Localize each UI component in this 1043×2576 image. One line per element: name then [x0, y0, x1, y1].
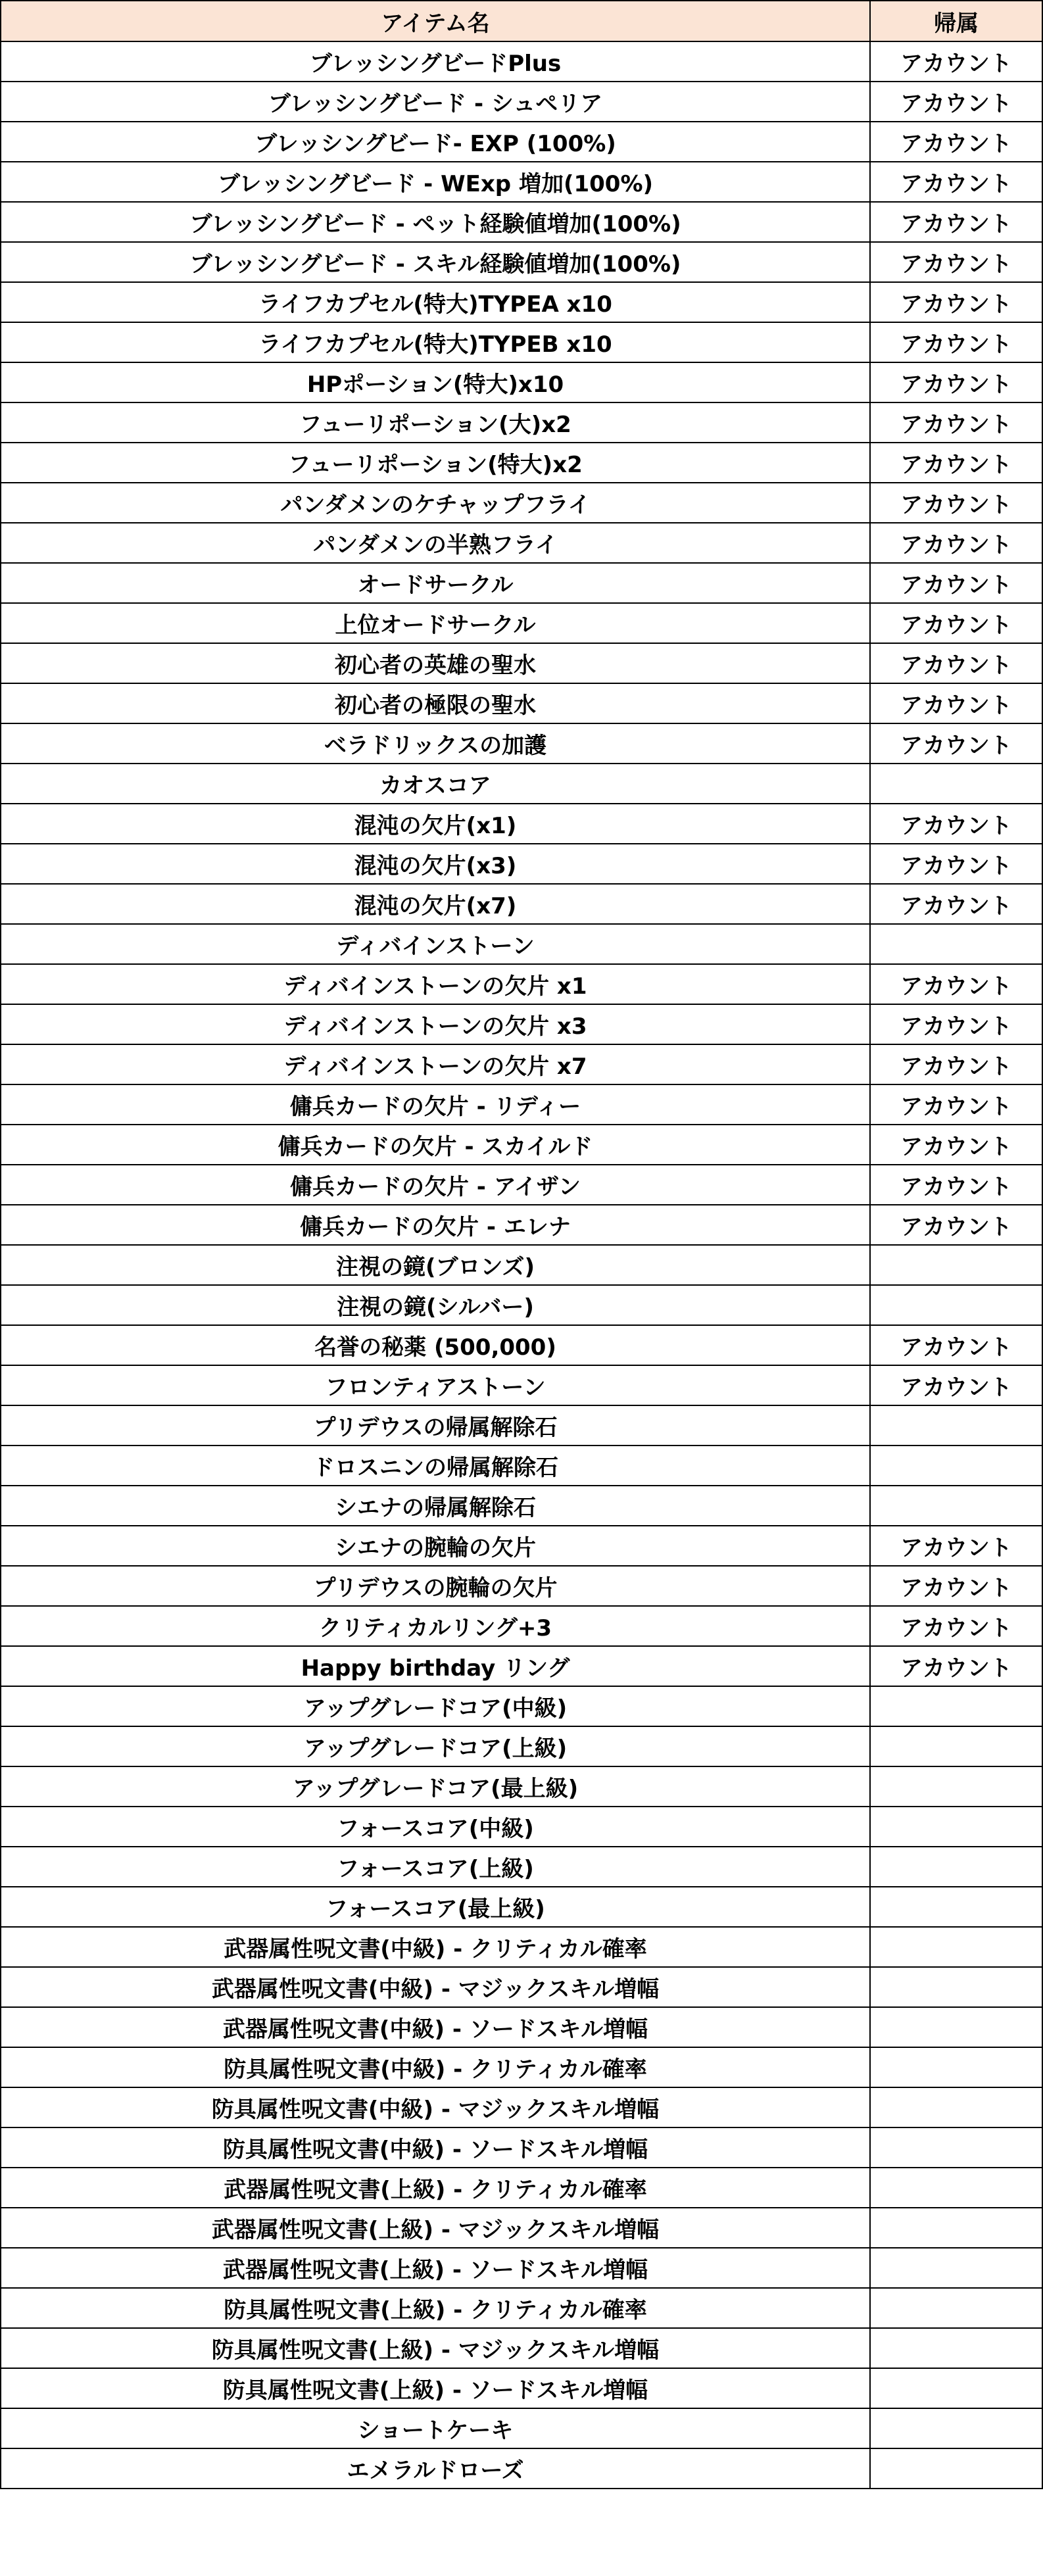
table-row: [1, 1967, 1042, 2007]
binding-cell: [870, 1887, 1042, 1927]
table-row: [1, 1566, 1042, 1606]
binding-cell: [870, 2328, 1042, 2368]
item-name-cell: Happy birthday リング: [1, 1646, 870, 1686]
table-row: [1, 2448, 1042, 2489]
binding-cell: アカウント: [870, 1004, 1042, 1044]
item-name-cell: フォースコア(中級): [1, 1807, 870, 1847]
binding-cell: [870, 1405, 1042, 1446]
item-name-cell: ブレッシングビード - シュペリア: [1, 82, 870, 122]
binding-cell: アカウント: [870, 844, 1042, 884]
binding-cell: [870, 2168, 1042, 2208]
table-row: [1, 202, 1042, 242]
table-row: [1, 1125, 1042, 1165]
table-row: [1, 2368, 1042, 2408]
item-name-cell: プリデウスの帰属解除石: [1, 1405, 870, 1446]
item-name-cell: シエナの腕輪の欠片: [1, 1526, 870, 1566]
item-name-cell: エメラルドローズ: [1, 2448, 870, 2489]
table-row: [1, 603, 1042, 643]
item-name-cell: クリティカルリング+3: [1, 1606, 870, 1646]
item-name-cell: 名誉の秘薬 (500,000): [1, 1325, 870, 1365]
table-body: [1, 41, 1042, 2489]
binding-cell: アカウント: [870, 1084, 1042, 1125]
table-row: [1, 362, 1042, 402]
item-name-cell: 防具属性呪文書(上級) - マジックスキル増幅: [1, 2328, 870, 2368]
binding-cell: [870, 1245, 1042, 1285]
binding-cell: [870, 2047, 1042, 2087]
binding-cell: [870, 1486, 1042, 1526]
binding-cell: アカウント: [870, 202, 1042, 242]
binding-cell: アカウント: [870, 884, 1042, 924]
table-row: [1, 322, 1042, 362]
item-name-cell: HPポーション(特大)x10: [1, 362, 870, 402]
item-name-cell: フューリポーション(大)x2: [1, 402, 870, 443]
table-row: [1, 1887, 1042, 1927]
binding-cell: アカウント: [870, 804, 1042, 844]
item-name-cell: ブレッシングビード - スキル経験値増加(100%): [1, 242, 870, 282]
table-row: [1, 1245, 1042, 1285]
table-row: [1, 1325, 1042, 1365]
table-row: [1, 1847, 1042, 1887]
binding-cell: アカウント: [870, 282, 1042, 322]
binding-cell: アカウント: [870, 443, 1042, 483]
item-name-cell: ディバインストーンの欠片 x7: [1, 1044, 870, 1084]
table-row: [1, 1807, 1042, 1847]
table-row: [1, 884, 1042, 924]
table-row: [1, 563, 1042, 603]
item-name-cell: フォースコア(最上級): [1, 1887, 870, 1927]
column-header-binding: 帰属: [870, 1, 1042, 41]
binding-cell: [870, 1726, 1042, 1766]
item-name-cell: ディバインストーンの欠片 x1: [1, 964, 870, 1004]
table-row: [1, 523, 1042, 563]
table-row: [1, 2328, 1042, 2368]
item-name-cell: 武器属性呪文書(上級) - マジックスキル増幅: [1, 2208, 870, 2248]
table-row: [1, 1726, 1042, 1766]
table-row: [1, 924, 1042, 964]
binding-cell: アカウント: [870, 162, 1042, 202]
table-row: [1, 282, 1042, 322]
table-row: [1, 2007, 1042, 2047]
binding-cell: [870, 2007, 1042, 2047]
item-name-cell: ブレッシングビード - ペット経験値増加(100%): [1, 202, 870, 242]
binding-cell: アカウント: [870, 1365, 1042, 1405]
table-row: [1, 2168, 1042, 2208]
item-name-cell: 混沌の欠片(x7): [1, 884, 870, 924]
binding-cell: [870, 1847, 1042, 1887]
item-name-cell: 武器属性呪文書(中級) - マジックスキル増幅: [1, 1967, 870, 2007]
item-name-cell: 防具属性呪文書(上級) - ソードスキル増幅: [1, 2368, 870, 2408]
item-name-cell: アップグレードコア(最上級): [1, 1766, 870, 1807]
table-row: [1, 1044, 1042, 1084]
item-name-cell: ディバインストーンの欠片 x3: [1, 1004, 870, 1044]
binding-cell: アカウント: [870, 1566, 1042, 1606]
item-name-cell: ブレッシングビード - WExp 増加(100%): [1, 162, 870, 202]
binding-cell: アカウント: [870, 1526, 1042, 1566]
table-row: [1, 1486, 1042, 1526]
table-row: [1, 2208, 1042, 2248]
binding-cell: アカウント: [870, 1606, 1042, 1646]
item-name-cell: ベラドリックスの加護: [1, 723, 870, 764]
binding-cell: [870, 2248, 1042, 2288]
binding-cell: [870, 1446, 1042, 1486]
item-name-cell: ブレッシングビード- EXP (100%): [1, 122, 870, 162]
table-row: [1, 41, 1042, 82]
binding-cell: アカウント: [870, 523, 1042, 563]
binding-cell: [870, 2208, 1042, 2248]
item-name-cell: 武器属性呪文書(上級) - クリティカル確率: [1, 2168, 870, 2208]
binding-cell: アカウント: [870, 1205, 1042, 1245]
table-row: [1, 683, 1042, 723]
item-name-cell: パンダメンのケチャップフライ: [1, 483, 870, 523]
table-row: [1, 964, 1042, 1004]
table-row: [1, 1646, 1042, 1686]
table-row: [1, 1365, 1042, 1405]
item-name-cell: 防具属性呪文書(中級) - ソードスキル増幅: [1, 2127, 870, 2168]
item-name-cell: カオスコア: [1, 764, 870, 804]
binding-cell: アカウント: [870, 723, 1042, 764]
item-name-cell: 初心者の英雄の聖水: [1, 643, 870, 683]
item-name-cell: フューリポーション(特大)x2: [1, 443, 870, 483]
item-name-cell: 混沌の欠片(x1): [1, 804, 870, 844]
table-row: [1, 764, 1042, 804]
binding-cell: [870, 1927, 1042, 1967]
binding-cell: アカウント: [870, 122, 1042, 162]
item-name-cell: 防具属性呪文書(中級) - クリティカル確率: [1, 2047, 870, 2087]
binding-cell: [870, 1686, 1042, 1726]
table-row: [1, 1165, 1042, 1205]
item-name-cell: ライフカプセル(特大)TYPEA x10: [1, 282, 870, 322]
table-row: [1, 122, 1042, 162]
table-row: [1, 2248, 1042, 2288]
binding-cell: アカウント: [870, 1125, 1042, 1165]
table-row: [1, 1004, 1042, 1044]
item-name-cell: 防具属性呪文書(上級) - クリティカル確率: [1, 2288, 870, 2328]
table-row: [1, 242, 1042, 282]
table-row: [1, 1686, 1042, 1726]
binding-cell: アカウント: [870, 82, 1042, 122]
item-name-cell: 傭兵カードの欠片 - リディー: [1, 1084, 870, 1125]
table-row: [1, 162, 1042, 202]
item-name-cell: オードサークル: [1, 563, 870, 603]
binding-cell: [870, 1285, 1042, 1325]
binding-cell: [870, 764, 1042, 804]
table-row: [1, 1405, 1042, 1446]
table-row: [1, 643, 1042, 683]
binding-cell: アカウント: [870, 41, 1042, 82]
binding-cell: [870, 1807, 1042, 1847]
item-name-cell: 武器属性呪文書(上級) - ソードスキル増幅: [1, 2248, 870, 2288]
binding-cell: アカウント: [870, 1325, 1042, 1365]
binding-cell: アカウント: [870, 322, 1042, 362]
item-name-cell: 武器属性呪文書(中級) - クリティカル確率: [1, 1927, 870, 1967]
table-row: [1, 2127, 1042, 2168]
item-name-cell: ブレッシングビードPlus: [1, 41, 870, 82]
item-name-cell: 混沌の欠片(x3): [1, 844, 870, 884]
binding-cell: [870, 924, 1042, 964]
item-name-cell: 傭兵カードの欠片 - スカイルド: [1, 1125, 870, 1165]
table-row: [1, 1526, 1042, 1566]
item-name-cell: フロンティアストーン: [1, 1365, 870, 1405]
table-row: [1, 2047, 1042, 2087]
table-row: [1, 844, 1042, 884]
table-row: [1, 2288, 1042, 2328]
table-row: [1, 2408, 1042, 2448]
item-name-cell: フォースコア(上級): [1, 1847, 870, 1887]
table-row: [1, 402, 1042, 443]
table-row: [1, 2087, 1042, 2127]
binding-cell: アカウント: [870, 402, 1042, 443]
binding-cell: アカウント: [870, 242, 1042, 282]
item-name-cell: プリデウスの腕輪の欠片: [1, 1566, 870, 1606]
table-row: [1, 1446, 1042, 1486]
binding-cell: アカウント: [870, 362, 1042, 402]
table-row: [1, 483, 1042, 523]
binding-cell: [870, 2087, 1042, 2127]
table-row: [1, 1606, 1042, 1646]
table-row: [1, 1285, 1042, 1325]
item-name-cell: ライフカプセル(特大)TYPEB x10: [1, 322, 870, 362]
binding-cell: [870, 1766, 1042, 1807]
binding-cell: [870, 1967, 1042, 2007]
item-name-cell: 武器属性呪文書(中級) - ソードスキル増幅: [1, 2007, 870, 2047]
item-name-cell: 注視の鏡(シルバー): [1, 1285, 870, 1325]
item-name-cell: 傭兵カードの欠片 - エレナ: [1, 1205, 870, 1245]
table-row: [1, 1766, 1042, 1807]
binding-cell: アカウント: [870, 1646, 1042, 1686]
binding-cell: アカウント: [870, 643, 1042, 683]
table-row: [1, 1927, 1042, 1967]
item-name-cell: 傭兵カードの欠片 - アイザン: [1, 1165, 870, 1205]
binding-cell: アカウント: [870, 483, 1042, 523]
item-name-cell: シエナの帰属解除石: [1, 1486, 870, 1526]
binding-cell: アカウント: [870, 1165, 1042, 1205]
binding-cell: [870, 2368, 1042, 2408]
binding-cell: [870, 2127, 1042, 2168]
item-name-cell: パンダメンの半熟フライ: [1, 523, 870, 563]
table-row: [1, 1205, 1042, 1245]
binding-cell: アカウント: [870, 683, 1042, 723]
table-row: [1, 723, 1042, 764]
column-header-item-name: アイテム名: [1, 1, 870, 41]
table-row: [1, 82, 1042, 122]
item-name-cell: アップグレードコア(上級): [1, 1726, 870, 1766]
table-row: [1, 1084, 1042, 1125]
item-name-cell: ショートケーキ: [1, 2408, 870, 2448]
table-row: [1, 443, 1042, 483]
binding-cell: アカウント: [870, 603, 1042, 643]
binding-cell: アカウント: [870, 1044, 1042, 1084]
item-name-cell: 注視の鏡(ブロンズ): [1, 1245, 870, 1285]
item-name-cell: 防具属性呪文書(中級) - マジックスキル増幅: [1, 2087, 870, 2127]
binding-cell: アカウント: [870, 563, 1042, 603]
item-name-cell: ディバインストーン: [1, 924, 870, 964]
item-name-cell: 初心者の極限の聖水: [1, 683, 870, 723]
item-name-cell: ドロスニンの帰属解除石: [1, 1446, 870, 1486]
item-name-cell: アップグレードコア(中級): [1, 1686, 870, 1726]
binding-cell: [870, 2408, 1042, 2448]
binding-cell: [870, 2288, 1042, 2328]
binding-cell: アカウント: [870, 964, 1042, 1004]
table-header-row: [1, 1, 1042, 41]
binding-cell: [870, 2448, 1042, 2489]
table-row: [1, 804, 1042, 844]
item-name-cell: 上位オードサークル: [1, 603, 870, 643]
